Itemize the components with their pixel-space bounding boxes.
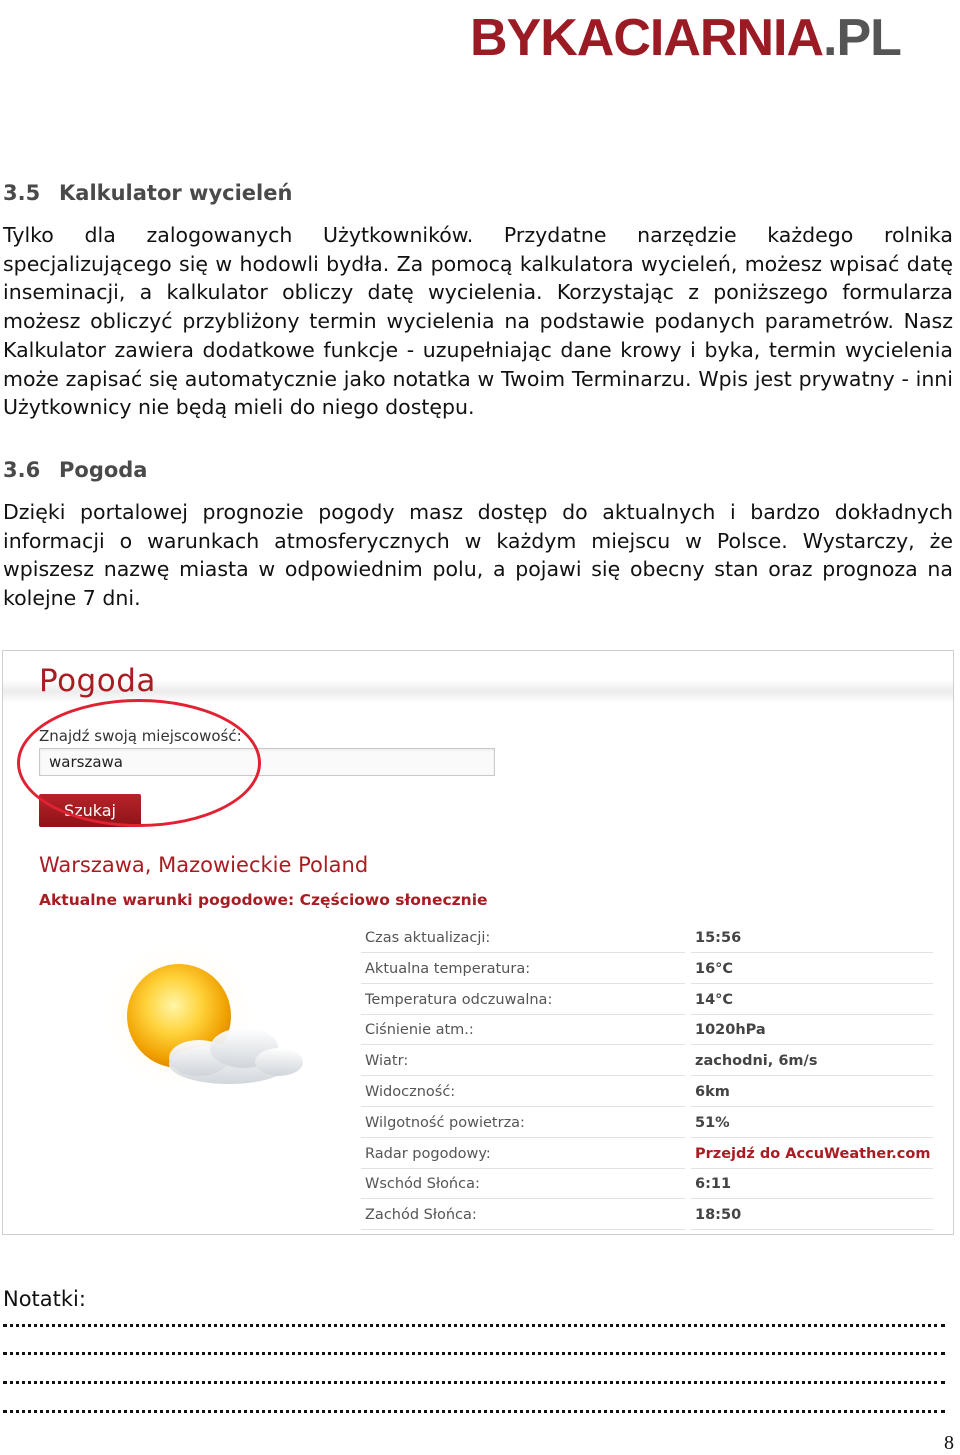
weather-row-label: Czas aktualizacji:: [361, 925, 685, 953]
weather-row: [361, 925, 933, 956]
weather-row-value: 15:56: [691, 925, 933, 953]
logo-suffix: .PL: [823, 9, 901, 67]
weather-row-label: Zachód Słońca:: [361, 1202, 685, 1230]
weather-row-value: 1020hPa: [691, 1017, 933, 1045]
weather-row-value: 16°C: [691, 956, 933, 984]
section-title: Pogoda: [59, 458, 148, 482]
notes-line: [3, 1381, 945, 1384]
logo-text: BYKACIARNIA: [470, 9, 823, 67]
notes-line: [3, 1410, 945, 1413]
weather-row-label: Widoczność:: [361, 1079, 685, 1107]
weather-row: [361, 1048, 933, 1079]
weather-row-label: Ciśnienie atm.:: [361, 1017, 685, 1045]
accuweather-link[interactable]: Przejdź do AccuWeather.com: [691, 1141, 933, 1169]
section-body-pogoda: Dzięki portalowej prognozie pogody masz dostęp do aktualnych i bardzo dokładnych informacji o warunkach atmosferycznych w każdym miejscu w Polsce. Wystarczy, że wpiszesz nazwę miasta w odpowiednim polu, a pojawi się obecny stan oraz prognoza na kolejne 7 dni.: [3, 500, 953, 611]
notes-heading: Notatki:: [3, 1287, 86, 1311]
section-body-kalkulator: Tylko dla zalogowanych Użytkowników. Przydatne narzędzie każdego rolnika specjalizującego się w hodowli bydła. Za pomocą kalkulatora wycieleń, możesz wpisać datę inseminacji, a kalkulator obliczy datę wycielenia. Korzystając z poniższego formularza możesz obliczyć przybliżony termin wycielenia na podstawie podanych parametrów. Nasz Kalkulator zawiera dodatkowe funkcje - uzupełniając dane krowy i byka, termin wycielenia może zapisać się automatycznie jako notatka w Twoim Terminarzu. Wpis jest prywatny - inni Użytkownicy nie będą mieli do niego dostępu.: [3, 223, 953, 420]
weather-row: [361, 1141, 933, 1172]
location-search-input[interactable]: [39, 748, 495, 776]
weather-row: [361, 987, 933, 1018]
weather-widget-screenshot: [2, 650, 954, 1235]
weather-row: [361, 1202, 933, 1233]
weather-row-label: Wiatr:: [361, 1048, 685, 1076]
search-button[interactable]: Szukaj: [39, 794, 141, 827]
section-number: 3.5: [3, 181, 41, 205]
weather-row: [361, 956, 933, 987]
weather-row-value: 14°C: [691, 987, 933, 1015]
weather-details-table: [361, 925, 933, 1233]
page-number: 8: [944, 1432, 954, 1454]
site-logo: [470, 6, 952, 70]
section-heading-pogoda: [3, 458, 147, 482]
current-conditions: Aktualne warunki pogodowe: Częściowo słonecznie: [39, 891, 488, 909]
notes-line: [3, 1324, 945, 1327]
section-number: 3.6: [3, 458, 41, 482]
find-location-label: Znajdź swoją miejscowość:: [39, 727, 242, 745]
location-heading: Warszawa, Mazowieckie Poland: [39, 853, 369, 877]
weather-row: [361, 1110, 933, 1141]
partly-sunny-icon: [79, 946, 369, 1126]
weather-row-value: 6km: [691, 1079, 933, 1107]
weather-row: [361, 1171, 933, 1202]
weather-row: [361, 1079, 933, 1110]
weather-row-label: Temperatura odczuwalna:: [361, 987, 685, 1015]
weather-row-value: zachodni, 6m/s: [691, 1048, 933, 1076]
weather-row-label: Aktualna temperatura:: [361, 956, 685, 984]
weather-row-label: Wilgotność powietrza:: [361, 1110, 685, 1138]
notes-line: [3, 1352, 945, 1355]
weather-row-value: 6:11: [691, 1171, 933, 1199]
section-heading-kalkulator: [3, 181, 292, 205]
weather-row-value: 51%: [691, 1110, 933, 1138]
weather-row-value: 18:50: [691, 1202, 933, 1230]
weather-row-label: Radar pogodowy:: [361, 1141, 685, 1169]
section-title: Kalkulator wycieleń: [59, 181, 293, 205]
widget-title: Pogoda: [39, 663, 156, 699]
weather-row-label: Wschód Słońca:: [361, 1171, 685, 1199]
weather-row: [361, 1017, 933, 1048]
